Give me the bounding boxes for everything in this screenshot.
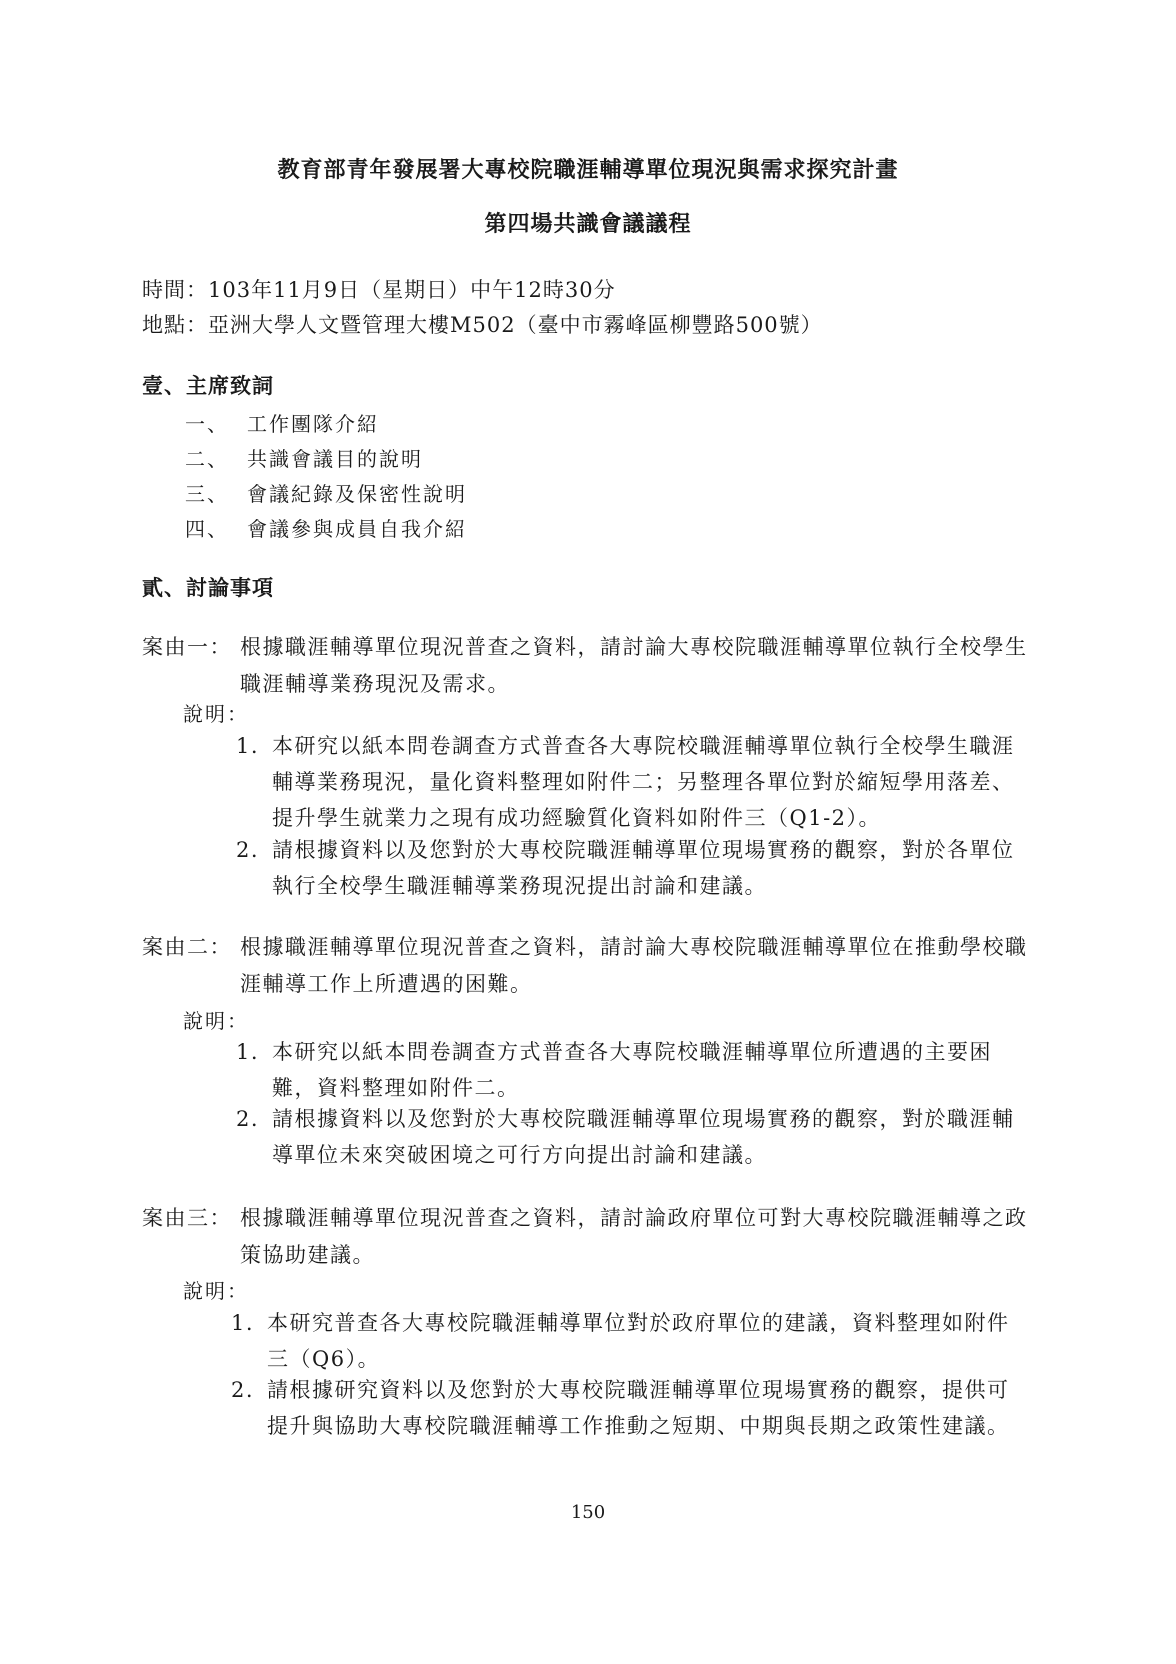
agenda-item-text: 會議參與成員自我介紹 bbox=[247, 517, 467, 541]
agenda-item-text: 工作團隊介紹 bbox=[247, 412, 379, 436]
agenda-item-number: 四、 bbox=[185, 517, 229, 541]
explanation-point bbox=[236, 1101, 1056, 1173]
case-label: 案由一： bbox=[142, 635, 232, 659]
case-item bbox=[142, 929, 1037, 1003]
case-text: 根據職涯輔導單位現況普查之資料，請討論大專校院職涯輔導單位在推動學校職涯輔導工作上所遭遇的困難。 bbox=[240, 935, 1028, 996]
explanation-point bbox=[236, 1034, 1056, 1106]
agenda-item-text: 會議紀錄及保密性說明 bbox=[247, 482, 467, 506]
point-number: 2. bbox=[231, 1378, 255, 1402]
case-text: 根據職涯輔導單位現況普查之資料，請討論政府單位可對大專校院職涯輔導之政策協助建議。 bbox=[240, 1206, 1028, 1267]
point-text: 本研究普查各大專校院職涯輔導單位對於政府單位的建議，資料整理如附件三（Q6）。 bbox=[267, 1311, 1010, 1371]
case-item bbox=[142, 629, 1037, 703]
point-number: 2. bbox=[236, 838, 260, 862]
case-label: 案由二： bbox=[142, 935, 232, 959]
explanation-label: 說明： bbox=[183, 1279, 249, 1303]
point-number: 1. bbox=[236, 1040, 260, 1064]
meeting-place: 地點：亞洲大學人文暨管理大樓M502（臺中市霧峰區柳豐路500號） bbox=[142, 313, 823, 337]
page-number: 150 bbox=[570, 1502, 606, 1523]
explanation-label: 說明： bbox=[183, 702, 249, 726]
document-subtitle: 第四場共識會議議程 bbox=[484, 211, 692, 237]
agenda-item bbox=[185, 408, 379, 437]
agenda-item bbox=[185, 443, 423, 472]
point-number: 1. bbox=[236, 734, 260, 758]
document-title: 教育部青年發展署大專校院職涯輔導單位現況與需求探究計畫 bbox=[277, 157, 899, 183]
point-text: 本研究以紙本問卷調查方式普查各大專院校職涯輔導單位所遭遇的主要困難，資料整理如附件二。 bbox=[272, 1040, 992, 1100]
point-number: 1. bbox=[231, 1311, 255, 1335]
point-text: 請根據研究資料以及您對於大專校院職涯輔導單位現場實務的觀察，提供可提升與協助大專校院職涯輔導工作推動之短期、中期與長期之政策性建議。 bbox=[267, 1378, 1010, 1438]
case-label: 案由三： bbox=[142, 1206, 232, 1230]
explanation-point bbox=[231, 1305, 1051, 1377]
agenda-item-number: 一、 bbox=[185, 412, 229, 436]
agenda-item bbox=[185, 513, 467, 542]
case-text: 根據職涯輔導單位現況普查之資料，請討論大專校院職涯輔導單位執行全校學生職涯輔導業務現況及需求。 bbox=[240, 635, 1028, 696]
agenda-item-number: 二、 bbox=[185, 447, 229, 471]
case-item bbox=[142, 1200, 1037, 1274]
point-text: 本研究以紙本問卷調查方式普查各大專院校職涯輔導單位執行全校學生職涯輔導業務現況，量化資料整理如附件二；另整理各單位對於縮短學用落差、提升學生就業力之現有成功經驗質化資料如附件三（Q1-2）。 bbox=[272, 734, 1015, 830]
point-text: 請根據資料以及您對於大專校院職涯輔導單位現場實務的觀察，對於各單位執行全校學生職涯輔導業務現況提出討論和建議。 bbox=[272, 838, 1015, 898]
point-text: 請根據資料以及您對於大專校院職涯輔導單位現場實務的觀察，對於職涯輔導單位未來突破困境之可行方向提出討論和建議。 bbox=[272, 1107, 1015, 1167]
explanation-point bbox=[236, 832, 1056, 904]
explanation-point bbox=[236, 728, 1056, 836]
section-heading-discussion: 貳、討論事項 bbox=[142, 575, 274, 600]
explanation-label: 說明： bbox=[183, 1009, 249, 1033]
point-number: 2. bbox=[236, 1107, 260, 1131]
meeting-time: 時間：103年11月9日（星期日）中午12時30分 bbox=[142, 278, 616, 302]
agenda-item-text: 共識會議目的說明 bbox=[247, 447, 423, 471]
explanation-point bbox=[231, 1372, 1051, 1444]
section-heading-opening: 壹、主席致詞 bbox=[142, 373, 274, 398]
agenda-item bbox=[185, 478, 467, 507]
agenda-item-number: 三、 bbox=[185, 482, 229, 506]
